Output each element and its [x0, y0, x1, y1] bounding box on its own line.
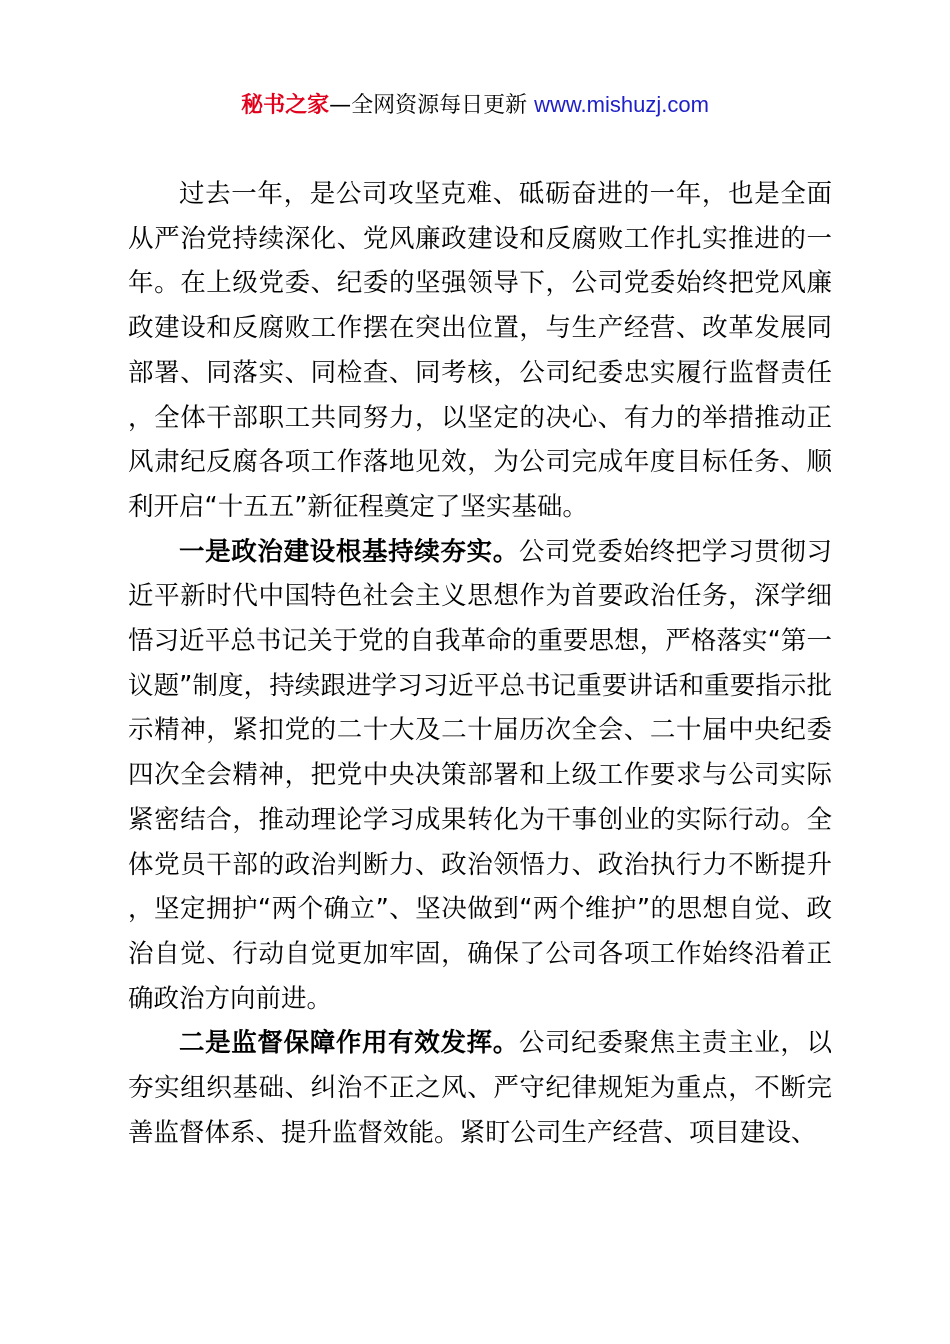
header-tagline: —全网资源每日更新	[329, 93, 535, 118]
paragraph-text: 公司党委始终把学习贯彻习近平新时代中国特色社会主义思想作为首要政治任务，深学细悟习近平总书记关于党的自我革命的重要思想，严格落实“第一议题”制度，持续跟进学习习近平总书记重要讲话和重要指示批示精神，紧扣党的二十大及二十届历次全会、二十届中央纪委四次全会精神，把党中央决策部署和上级工作要求与公司实际紧密结合，推动理论学习成果转化为干事创业的实际行动。全体党员干部的政治判断力、政治领悟力、政治执行力不断提升，坚定拥护“两个确立”、坚决做到“两个维护”的思想自觉、政治自觉、行动自觉更加牢固，确保了公司各项工作始终沿着正确政治方向前进。	[128, 536, 832, 1014]
site-url[interactable]: www.mishuzj.com	[534, 92, 709, 117]
paragraph-political-building	[128, 530, 832, 1022]
paragraph-intro	[128, 172, 832, 530]
paragraph-lead: 二是监督保障作用有效发挥。	[179, 1028, 519, 1059]
paragraph-lead: 一是政治建设根基持续夯实。	[179, 536, 519, 567]
paragraph-text: 公司纪委聚焦主责主业，以夯实组织基础、纠治不正之风、严守纪律规矩为重点，不断完善监督体系、提升监督效能。紧盯公司生产经营、项目建设、	[128, 1028, 832, 1148]
page-header	[0, 88, 950, 123]
paragraph-text: 过去一年，是公司攻坚克难、砥砺奋进的一年，也是全面从严治党持续深化、党风廉政建设和反腐败工作扎实推进的一年。在上级党委、纪委的坚强领导下，公司党委始终把党风廉政建设和反腐败工作摆在突出位置，与生产经营、改革发展同部署、同落实、同检查、同考核，公司纪委忠实履行监督责任，全体干部职工共同努力，以坚定的决心、有力的举措推动正风肃纪反腐各项工作落地见效，为公司完成年度目标任务、顺利开启“十五五”新征程奠定了坚实基础。	[128, 179, 832, 522]
brand-name: 秘书之家	[241, 93, 330, 118]
document-body	[128, 172, 832, 1155]
paragraph-supervision	[128, 1021, 832, 1155]
